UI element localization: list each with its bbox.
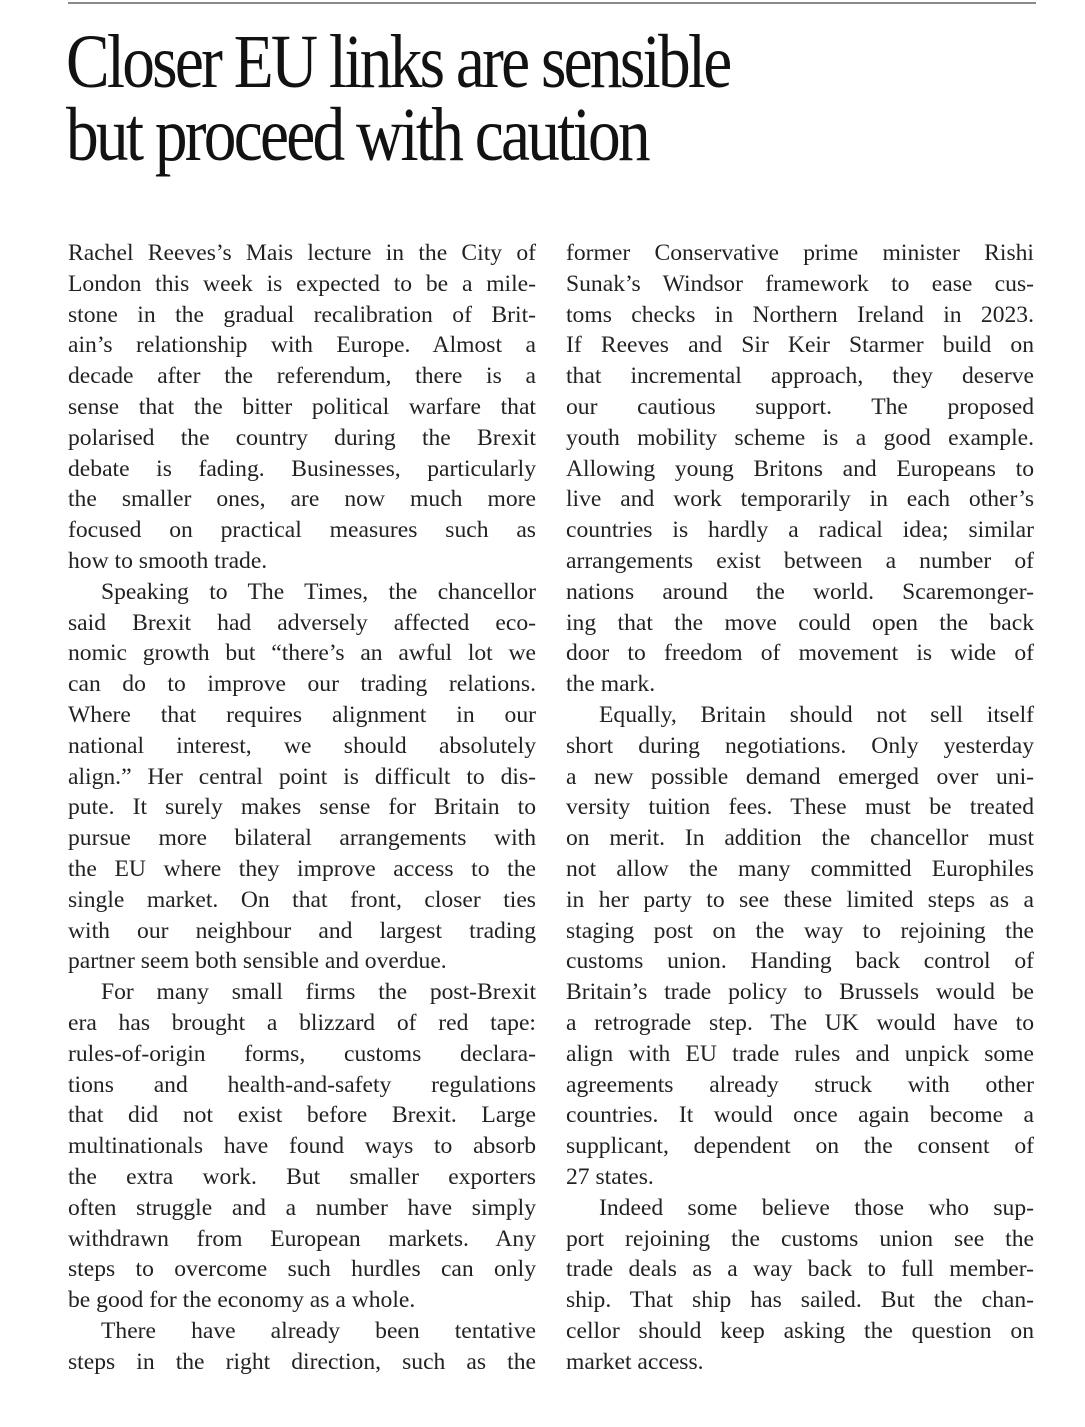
text-line: be good for the economy as a whole. <box>68 1287 416 1314</box>
text-line: often struggle and a number have simply <box>68 1194 536 1221</box>
article-column-right <box>566 238 1034 1377</box>
text-line: said Brexit had adversely affected eco- <box>68 609 536 636</box>
text-line: pursue more bilateral arrangements with <box>68 825 536 852</box>
text-line: how to smooth trade. <box>68 547 268 574</box>
text-line: supplicant, dependent on the consent of <box>566 1133 1034 1160</box>
text-line: align with EU trade rules and unpick some <box>566 1040 1034 1067</box>
text-line: tions and health-and-safety regulations <box>68 1071 536 1098</box>
text-line: steps in the right direction, such as the <box>68 1348 536 1375</box>
paragraph-first-line: For many small firms the post-Brexit <box>101 979 536 1006</box>
text-line: Rachel Reeves’s Mais lecture in the City of <box>68 240 536 266</box>
text-line: in her party to see these limited steps as a <box>566 886 1034 913</box>
text-line: pute. It surely makes sense for Britain to <box>68 794 536 821</box>
text-line: rules-of-origin forms, customs declara- <box>68 1040 536 1067</box>
text-line: market access. <box>566 1348 704 1375</box>
top-rule-divider <box>68 2 1036 4</box>
paragraph-first-line: Equally, Britain should not sell itself <box>599 701 1034 728</box>
text-line: the EU where they improve access to the <box>68 855 536 882</box>
text-line: youth mobility scheme is a good example. <box>566 424 1034 451</box>
text-line: the smaller ones, are now much more <box>68 486 536 513</box>
text-line: withdrawn from European markets. Any <box>68 1225 536 1252</box>
text-line: nations around the world. Scaremonger- <box>566 578 1034 605</box>
text-line: national interest, we should absolutely <box>68 732 536 759</box>
text-line: that incremental approach, they deserve <box>566 363 1034 390</box>
text-line: the mark. <box>566 671 656 698</box>
text-line: not allow the many committed Europhiles <box>566 855 1034 882</box>
text-line: a new possible demand emerged over uni- <box>566 763 1034 790</box>
text-line: Britain’s trade policy to Brussels would be <box>566 979 1034 1006</box>
text-line: Where that requires alignment in our <box>68 701 536 728</box>
text-line: focused on practical measures such as <box>68 517 536 544</box>
text-line: trade deals as a way back to full member- <box>566 1256 1034 1283</box>
paragraph-first-line: Speaking to The Times, the chancellor <box>101 578 536 605</box>
text-line: on merit. In addition the chancellor must <box>566 825 1034 852</box>
text-line: countries. It would once again become a <box>566 1102 1034 1129</box>
text-line: ain’s relationship with Europe. Almost a <box>68 332 536 359</box>
text-line: partner seem both sensible and overdue. <box>68 948 447 975</box>
text-line: cellor should keep asking the question on <box>566 1317 1034 1344</box>
text-line: can do to improve our trading relations. <box>68 671 536 698</box>
text-line: If Reeves and Sir Keir Starmer build on <box>566 332 1034 359</box>
text-line: countries is hardly a radical idea; similar <box>566 517 1034 544</box>
text-line: ship. That ship has sailed. But the chan- <box>566 1287 1034 1314</box>
text-line: our cautious support. The proposed <box>566 393 1034 420</box>
text-line: arrangements exist between a number of <box>566 547 1034 574</box>
text-line: sense that the bitter political warfare that <box>68 393 536 420</box>
paragraph-first-line: Indeed some believe those who sup- <box>599 1194 1034 1221</box>
text-line: former Conservative prime minister Rishi <box>566 240 1034 266</box>
text-line: London this week is expected to be a mile- <box>68 270 536 297</box>
text-line: debate is fading. Businesses, particularly <box>68 455 536 482</box>
text-line: stone in the gradual recalibration of Brit- <box>68 301 536 328</box>
text-line: nomic growth but “there’s an awful lot we <box>68 640 536 667</box>
paragraph-first-line: There have already been tentative <box>101 1317 536 1344</box>
text-line: the extra work. But smaller exporters <box>68 1163 536 1190</box>
text-line: a retrograde step. The UK would have to <box>566 1009 1034 1036</box>
text-line: versity tuition fees. These must be treated <box>566 794 1034 821</box>
text-line: that did not exist before Brexit. Large <box>68 1102 536 1129</box>
text-line: 27 states. <box>566 1163 654 1190</box>
text-line: multinationals have found ways to absorb <box>68 1133 536 1160</box>
text-line: single market. On that front, closer ties <box>68 886 536 913</box>
text-line: toms checks in Northern Ireland in 2023. <box>566 301 1034 328</box>
text-line: customs union. Handing back control of <box>566 948 1034 975</box>
text-line: Allowing young Britons and Europeans to <box>566 455 1034 482</box>
text-line: staging post on the way to rejoining the <box>566 917 1034 944</box>
text-line: decade after the referendum, there is a <box>68 363 536 390</box>
text-line: short during negotiations. Only yesterday <box>566 732 1034 759</box>
text-line: align.” Her central point is difficult to dis- <box>68 763 536 790</box>
text-line: ing that the move could open the back <box>566 609 1034 636</box>
headline-line-1: Closer EU links are sensible <box>66 20 730 104</box>
headline <box>66 20 838 177</box>
text-line: agreements already struck with other <box>566 1071 1034 1098</box>
text-line: polarised the country during the Brexit <box>68 424 536 451</box>
text-line: steps to overcome such hurdles can only <box>68 1256 536 1283</box>
text-line: door to freedom of movement is wide of <box>566 640 1034 667</box>
text-line: era has brought a blizzard of red tape: <box>68 1009 536 1036</box>
text-line: port rejoining the customs union see the <box>566 1225 1034 1252</box>
text-line: live and work temporarily in each other’s <box>566 486 1034 513</box>
headline-line-2: but proceed with caution <box>66 93 648 177</box>
text-line: Sunak’s Windsor framework to ease cus- <box>566 270 1034 297</box>
text-line: with our neighbour and largest trading <box>68 917 536 944</box>
article-column-left <box>68 238 536 1377</box>
